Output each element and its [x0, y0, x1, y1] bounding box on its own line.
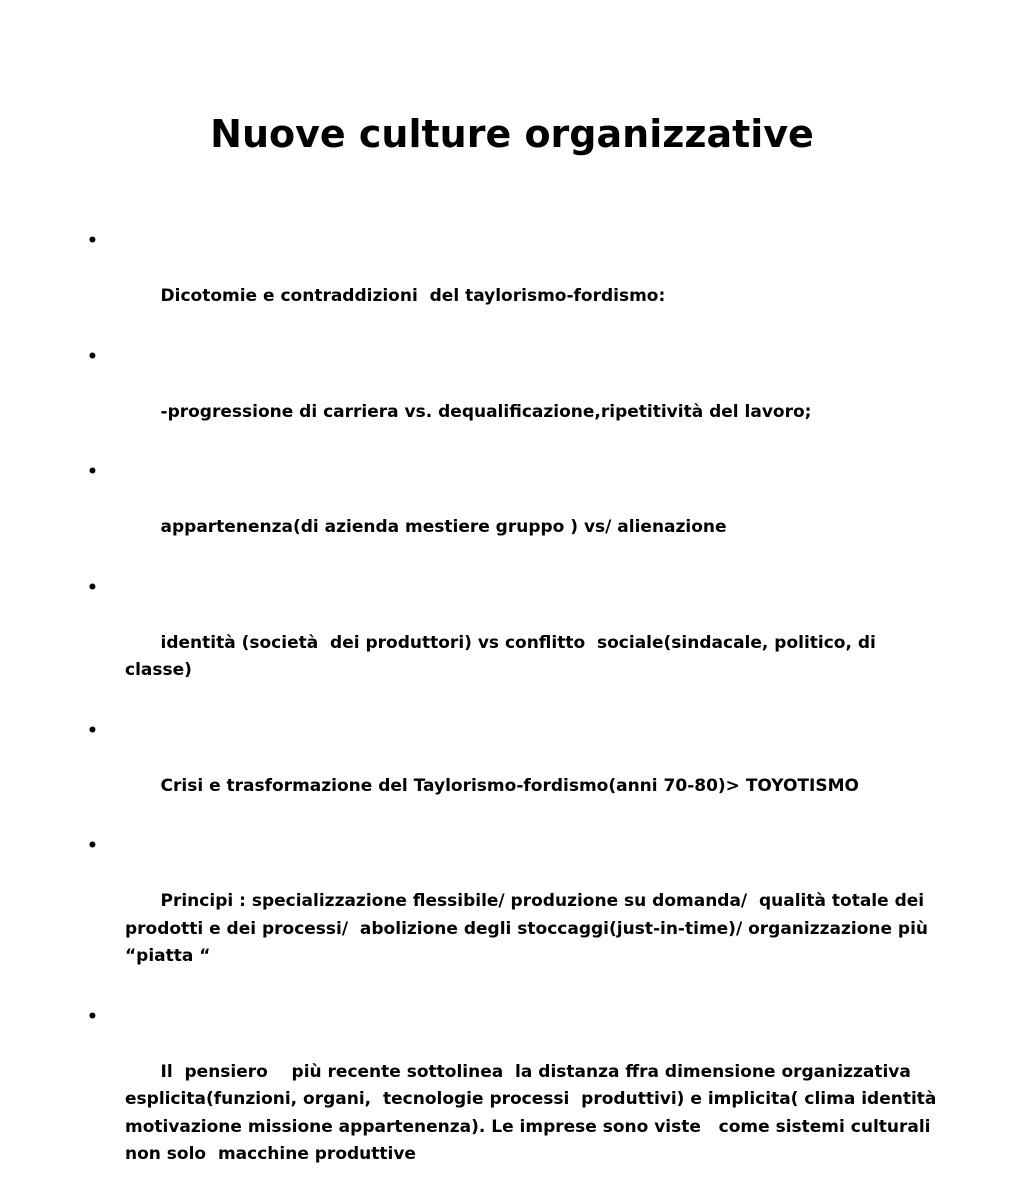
- bullet-text: identità (società dei produttori) vs conflitto sociale(sindacale, politico, di classe): [125, 632, 882, 680]
- bullet-icon: •: [87, 462, 98, 482]
- bullet-item: [87, 344, 937, 454]
- bullet-icon: •: [87, 577, 98, 598]
- bullet-item: [87, 1004, 949, 1197]
- bullet-icon: •: [87, 346, 98, 367]
- bullet-item: [87, 833, 940, 998]
- bullet-list: [87, 228, 949, 1202]
- bullet-item: [87, 575, 937, 713]
- bullet-text: Dicotomie e contraddizioni del taylorismo-fordismo:: [160, 286, 666, 306]
- bullet-icon: •: [87, 720, 98, 741]
- slide-title: Nuove culture organizzative: [210, 112, 814, 156]
- bullet-text: Il pensiero più recente sottolinea la distanza ffra dimensione organizzativa esplicita(funzioni, organi, tecnologie processi produttivi) e implicita( clima identità motivazione missione appartenenza). Le imprese sono viste come sistemi culturali non solo macchine produttive: [125, 1061, 949, 1164]
- bullet-text: Principi : specializzazione flessibile/ produzione su domanda/ qualità totale dei prodotti e dei processi/ abolizione degli stoccaggi(just-in-time)/ organizzazione più “piatta “: [125, 891, 940, 966]
- bullet-icon: •: [87, 231, 98, 251]
- bullet-item: [87, 459, 937, 569]
- bullet-item: [87, 718, 937, 828]
- bullet-item: [87, 228, 937, 338]
- bullet-text: appartenenza(di azienda mestiere gruppo ) vs/ alienazione: [160, 517, 727, 537]
- bullet-text: -progressione di carriera vs. dequalificazione,ripetitività del lavoro;: [160, 401, 812, 422]
- bullet-icon: •: [87, 836, 98, 856]
- bullet-text: Crisi e trasformazione del Taylorismo-fordismo(anni 70-80)> TOYOTISMO: [160, 775, 859, 796]
- bullet-icon: •: [87, 1006, 98, 1027]
